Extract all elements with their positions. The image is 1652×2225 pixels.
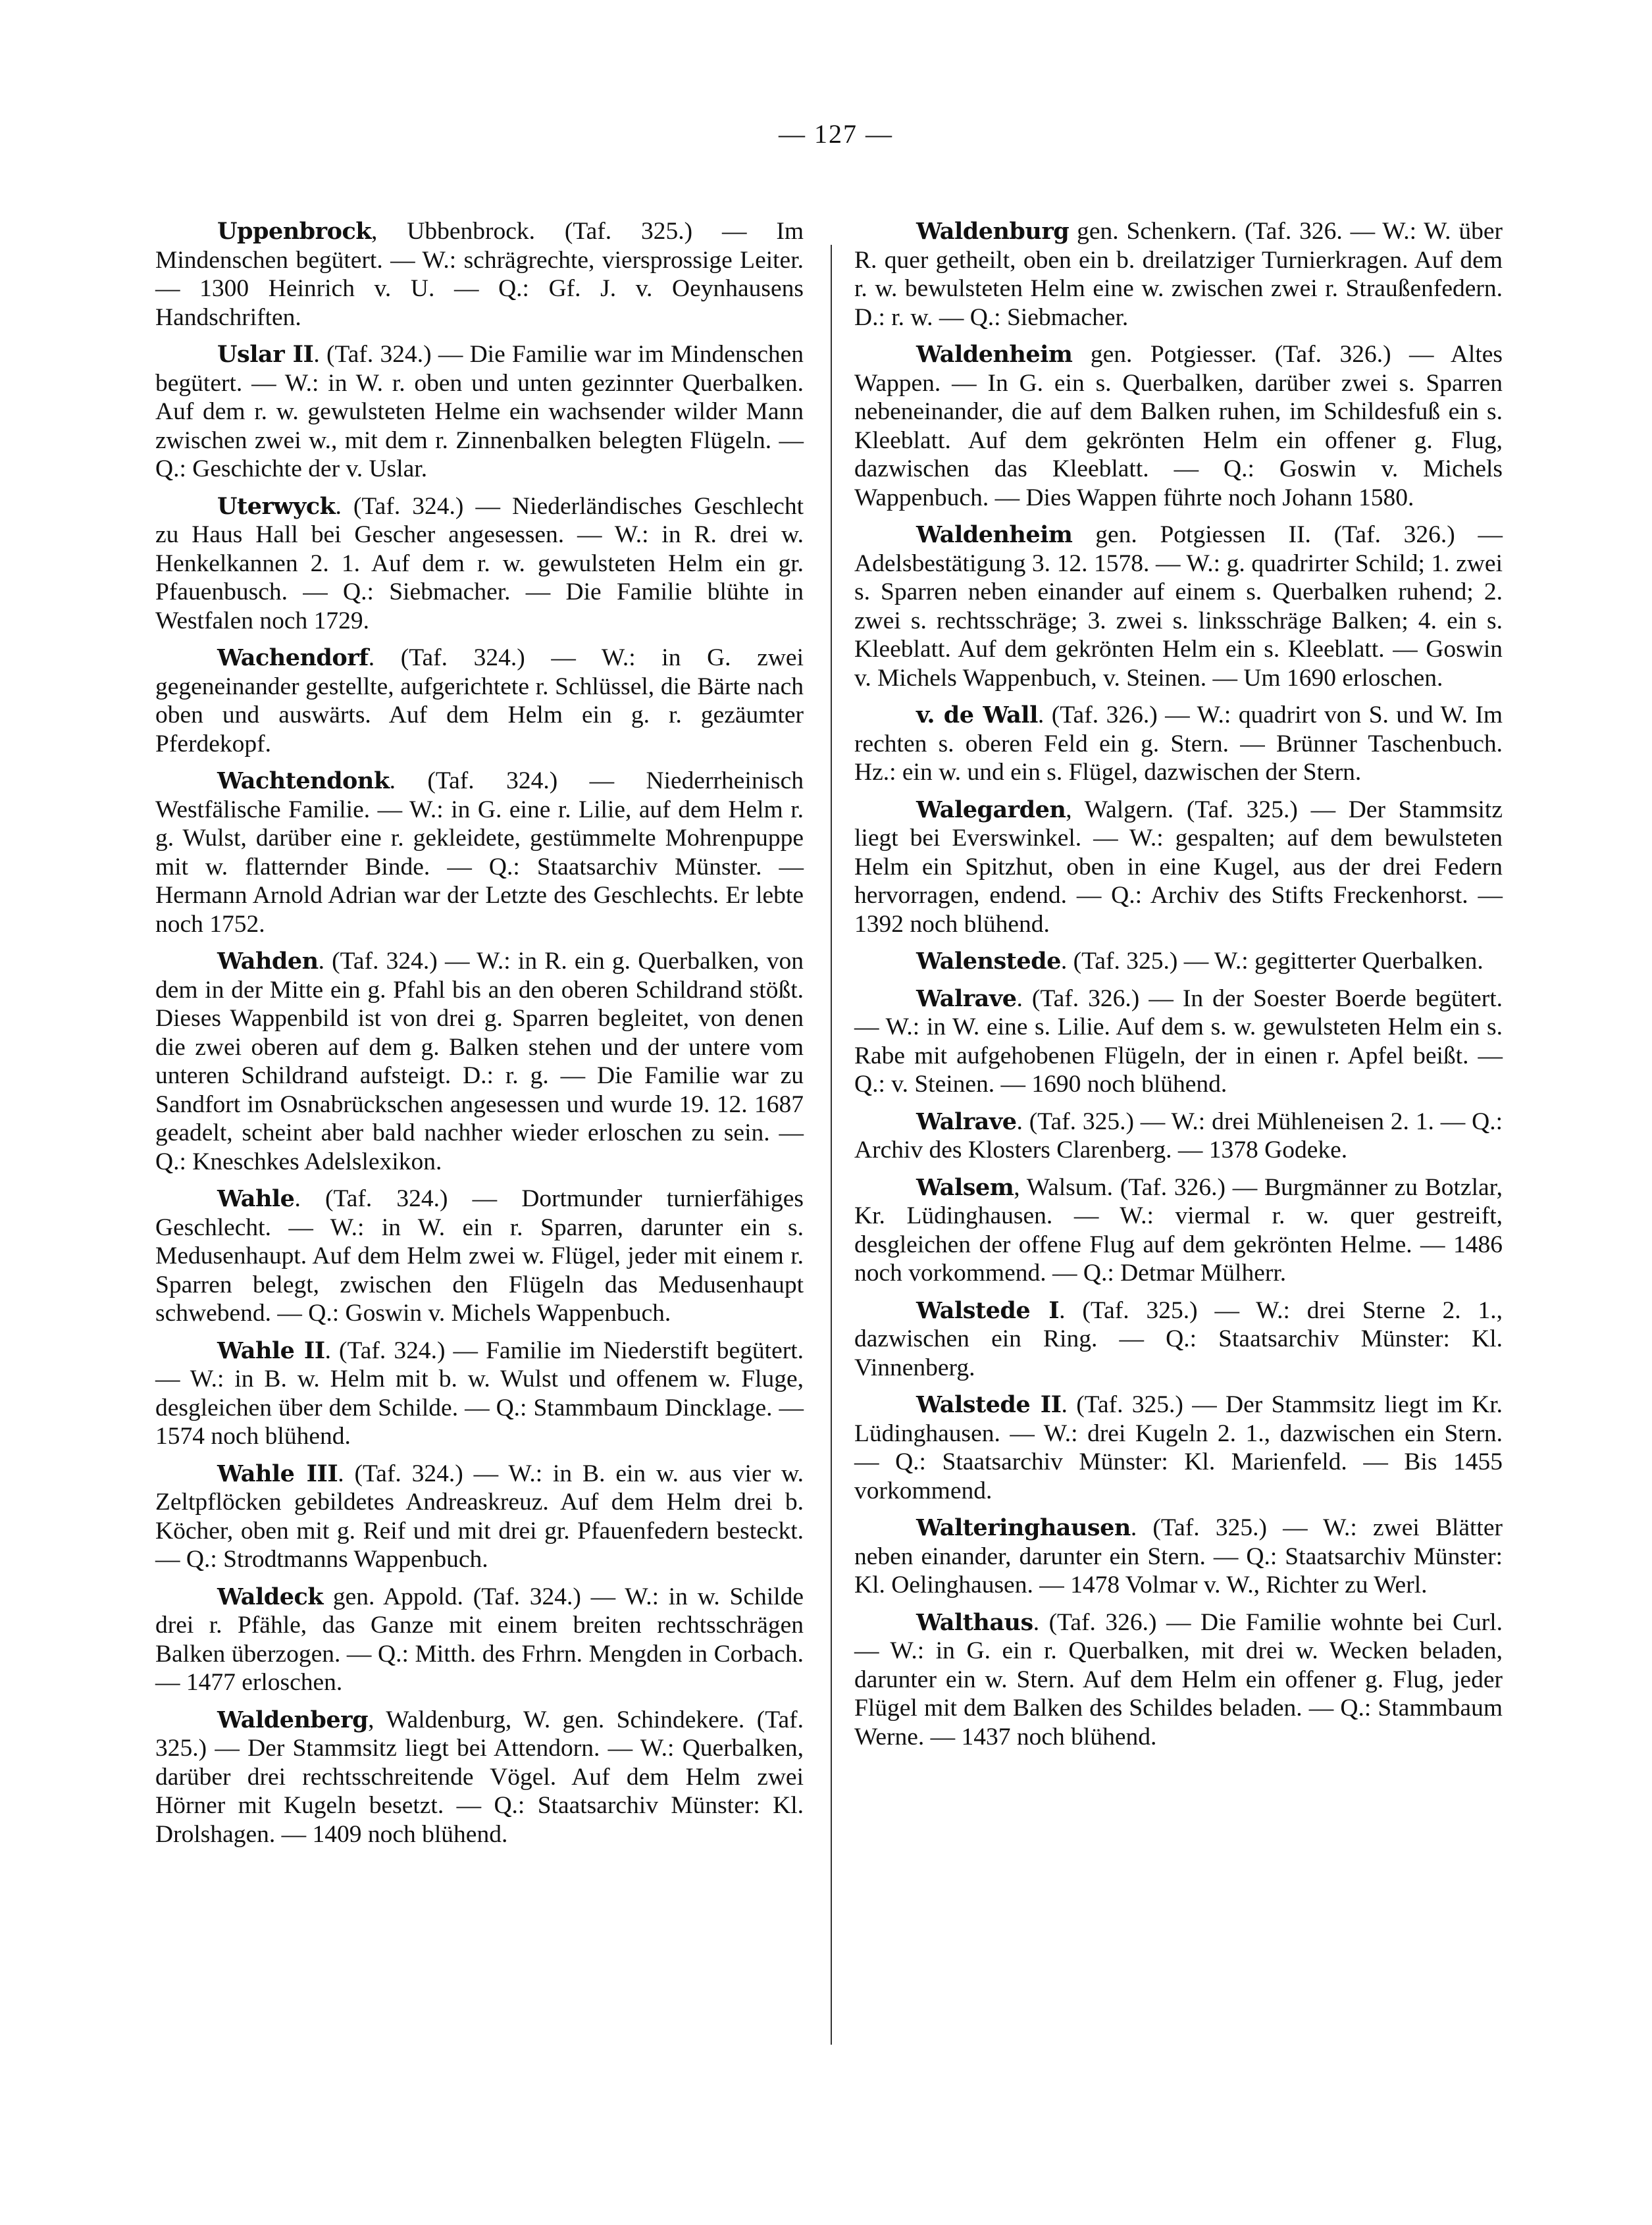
lexicon-entry	[155, 1583, 804, 1697]
entry-name: Wahle	[217, 1185, 295, 1212]
entry-name: Wachtendonk	[217, 767, 390, 794]
entry-text: . (Taf. 324.) — W.: in B. ein w. aus vier w. Zeltpflöcken gebildetes Andreaskreuz. Auf dem Helm drei b. Köcher, oben mit g. Reif und mit drei gr. Pfauenfedern besteckt. — Q.: Strodtmanns Wappenbuch.	[155, 1460, 804, 1573]
entry-text: . (Taf. 325.) — W.: drei Mühleneisen 2. 1. — Q.: Archiv des Klosters Clarenberg. — 1378 Godeke.	[854, 1108, 1503, 1164]
entry-text: . (Taf. 325.) — W.: gegitterter Querbalken.	[1060, 948, 1484, 975]
entry-text: . (Taf. 324.) — Dortmunder turnierfähiges Geschlecht. — W.: in W. ein r. Sparren, darunter ein s. Medusenhaupt. Auf dem Helm zwei w. Flügel, jeder mit einem r. Sparren belegt, zwischen den Flügeln das Medusenhaupt schwebend. — Q.: Goswin v. Michels Wappenbuch.	[155, 1185, 804, 1327]
entry-text: , Walgern. (Taf. 325.) — Der Stammsitz liegt bei Everswinkel. — W.: gespalten; auf dem bewulsteten Helm ein Spitzhut, oben in eine Kugel, aus der drei Federn hervorragen, endend. — Q.: Archiv des Stifts Freckenhorst. — 1392 noch blühend.	[854, 796, 1503, 938]
lexicon-entry	[854, 1391, 1503, 1505]
entry-text: . (Taf. 324.) — W.: in R. ein g. Querbalken, von dem in der Mitte ein g. Pfahl bis an den oberen Schildrand stößt. Dieses Wappenbild ist von drei g. Sparren begleitet, von denen die zwei oberen auf dem g. Balken stehen und der untere vom unteren Schildrand aufsteigt. D.: r. g. — Die Familie war zu Sandfort im Osnabrückschen angesessen und wurde 19. 12. 1687 geadelt, scheint aber bald nachher wieder erloschen zu sein. — Q.: Kneschkes Adelslexikon.	[155, 948, 804, 1175]
lexicon-entry	[155, 1706, 804, 1849]
entry-text: , Ubbenbrock. (Taf. 325.) — Im Mindenschen begütert. — W.: schrägrechte, viersprossige Leiter. — 1300 Heinrich v. U. — Q.: Gf. J. v. Oeynhausens Handschriften.	[155, 218, 804, 331]
entry-name: v. de Wall	[916, 702, 1038, 729]
entry-text: gen. Potgiesser. (Taf. 326.) — Altes Wappen. — In G. ein s. Querbalken, darüber zwei s. Sparren nebeneinander, die auf dem Balken ruhen, im Schildesfuß ein s. Kleeblatt. Auf dem gekrönten Helm ein offener g. Flug, dazwischen das Kleeblatt. — Q.: Goswin v. Michels Wappenbuch. — Dies Wappen führte noch Johann 1580.	[854, 341, 1503, 511]
entry-name: Uppenbrock	[217, 218, 372, 245]
entry-text: gen. Appold. (Taf. 324.) — W.: in w. Schilde drei r. Pfähle, das Ganze mit einem breiten rechtsschrägen Balken überzogen. — Q.: Mitth. des Frhrn. Mengden in Corbach. — 1477 erloschen.	[155, 1583, 804, 1696]
lexicon-entry	[854, 1296, 1503, 1383]
entry-name: Walstede II	[916, 1391, 1062, 1418]
entry-text: . (Taf. 324.) — Familie im Niederstift begütert. — W.: in B. w. Helm mit b. w. Wulst und offenem w. Fluge, desgleichen über dem Schilde. — Q.: Stammbaum Dincklage. — 1574 noch blühend.	[155, 1337, 804, 1450]
entry-name: Wahden	[217, 948, 319, 975]
entry-text: , Walsum. (Taf. 326.) — Burgmänner zu Botzlar, Kr. Lüdinghausen. — W.: viermal r. w. quer gestreift, desgleichen der offene Flug auf dem gekrönten Helme. — 1486 noch vorkommend. — Q.: Detmar Mülherr.	[854, 1173, 1503, 1287]
lexicon-entry	[854, 796, 1503, 939]
lexicon-entry	[854, 947, 1503, 976]
entry-text: . (Taf. 325.) — W.: zwei Blätter neben einander, darunter ein Stern. — Q.: Staatsarchiv Münster: Kl. Oelinghausen. — 1478 Volmar v. W., Richter zu Werl.	[854, 1514, 1503, 1598]
lexicon-entry	[854, 1514, 1503, 1600]
lexicon-entry	[854, 217, 1503, 332]
entry-name: Walsem	[916, 1173, 1014, 1201]
entry-text: , Waldenburg, W. gen. Schindekere. (Taf. 325.) — Der Stammsitz liegt bei Attendorn. — W.: Querbalken, darüber drei rechtsschreitende Vögel. Auf dem Helm zwei Hörner mit Kugeln besetzt. — Q.: Staatsarchiv Münster: Kl. Drolshagen. — 1409 noch blühend.	[155, 1706, 804, 1848]
entry-name: Waldeck	[217, 1583, 324, 1610]
entry-text: . (Taf. 324.) — Die Familie war im Mindenschen begütert. — W.: in W. r. oben und unten gezinnter Querbalken. Auf dem r. w. gewulsteten Helme ein wachsender wilder Mann zwischen zwei w., mit dem r. Zinnenbalken belegten Flügeln. — Q.: Geschichte der v. Uslar.	[155, 341, 804, 482]
entry-text: . (Taf. 326.) — In der Soester Boerde begütert. — W.: in W. eine s. Lilie. Auf dem s. w. gewulsteten Helm ein s. Rabe mit aufgehobenen Flügeln, der in einen r. Apfel beißt. — Q.: v. Steinen. — 1690 noch blühend.	[854, 985, 1503, 1098]
entry-name: Waldenheim	[916, 521, 1073, 548]
lexicon-entry	[854, 985, 1503, 1099]
left-column	[155, 217, 804, 1857]
entry-name: Walthaus	[916, 1608, 1033, 1636]
lexicon-entry	[854, 521, 1503, 692]
entry-text: . (Taf. 324.) — Niederländisches Geschlecht zu Haus Hall bei Gescher angesessen. — W.: in R. drei w. Henkelkannen 2. 1. Auf dem r. w. gewulsteten Helm ein gr. Pfauenbusch. — Q.: Siebmacher. — Die Familie blühte in Westfalen noch 1729.	[155, 492, 804, 634]
lexicon-entry	[854, 1173, 1503, 1288]
column-divider	[831, 245, 832, 2045]
lexicon-entry	[854, 340, 1503, 512]
entry-name: Walrave	[916, 1108, 1017, 1135]
entry-name: Uterwyck	[217, 492, 336, 520]
entry-text: . (Taf. 325.) — W.: drei Sterne 2. 1., dazwischen ein Ring. — Q.: Staatsarchiv Münster: Kl. Vinnenberg.	[854, 1296, 1503, 1381]
lexicon-entry	[155, 767, 804, 938]
lexicon-entry	[155, 644, 804, 758]
lexicon-entry	[155, 947, 804, 1176]
entry-name: Walteringhausen	[916, 1514, 1131, 1541]
lexicon-entry	[155, 217, 804, 332]
entry-text: gen. Potgiessen II. (Taf. 326.) — Adelsbestätigung 3. 12. 1578. — W.: g. quadrirter Schild; 1. zwei s. Sparren neben einander auf einem s. Querbalken ruhend; 2. zwei s. rechtsschräge; 3. zwei s. linksschräge Balken; 4. ein s. Kleeblatt. Auf dem gekrönten Helm ein s. Kleeblatt. — Goswin v. Michels Wappenbuch, v. Steinen. — Um 1690 erloschen.	[854, 521, 1503, 692]
entry-name: Waldenberg	[217, 1706, 369, 1733]
entry-text: . (Taf. 326.) — W.: quadrirt von S. und W. Im rechten s. oberen Feld ein g. Stern. — Brünner Taschenbuch. Hz.: ein w. und ein s. Flügel, dazwischen der Stern.	[854, 702, 1503, 786]
entry-name: Uslar II	[217, 341, 314, 368]
lexicon-entry	[854, 701, 1503, 787]
entry-name: Wachendorf	[217, 644, 369, 671]
lexicon-entry	[155, 1337, 804, 1451]
entry-name: Walstede I	[916, 1296, 1060, 1324]
lexicon-entry	[155, 1460, 804, 1574]
lexicon-entry	[854, 1108, 1503, 1165]
page-number: — 127 —	[779, 119, 893, 149]
entry-name: Walrave	[916, 985, 1017, 1012]
entry-text: . (Taf. 324.) — W.: in G. zwei gegeneinander gestellte, aufgerichtete r. Schlüssel, die Bärte nach oben und auswärts. Auf dem Helm ein g. r. gezäumter Pferdekopf.	[155, 644, 804, 757]
entry-name: Wahle II	[217, 1337, 325, 1364]
entry-text: . (Taf. 324.) — Niederrheinisch Westfälische Familie. — W.: in G. eine r. Lilie, auf dem Helm r. g. Wulst, darüber eine r. gekleidete, gestümmelte Mohrenpuppe mit w. flatternder Binde. — Q.: Staatsarchiv Münster. — Hermann Arnold Adrian war der Letzte des Geschlechts. Er lebte noch 1752.	[155, 767, 804, 938]
entry-name: Waldenheim	[916, 341, 1073, 368]
entry-text: . (Taf. 326.) — Die Familie wohnte bei Curl. — W.: in G. ein r. Querbalken, mit drei w. Wecken beladen, darunter ein w. Stern. Auf dem Helm ein offener g. Flug, jeder Flügel mit dem Balken des Schildes beladen. — Q.: Stammbaum Werne. — 1437 noch blühend.	[854, 1608, 1503, 1751]
entry-text: . (Taf. 325.) — Der Stammsitz liegt im Kr. Lüdinghausen. — W.: drei Kugeln 2. 1., dazwischen ein Stern. — Q.: Staatsarchiv Münster: Kl. Marienfeld. — Bis 1455 vorkommend.	[854, 1391, 1503, 1504]
right-column	[854, 217, 1503, 1760]
entry-name: Walegarden	[916, 796, 1066, 823]
lexicon-entry	[854, 1608, 1503, 1752]
lexicon-entry	[155, 1185, 804, 1328]
lexicon-entry	[155, 492, 804, 636]
entry-name: Waldenburg	[916, 218, 1070, 245]
entry-text: gen. Schenkern. (Taf. 326. — W.: W. über R. quer getheilt, oben ein b. dreilatziger Turnierkragen. Auf dem r. w. bewulsteten Helm eine w. zwischen zwei r. Straußenfedern. D.: r. w. — Q.: Siebmacher.	[854, 218, 1503, 331]
lexicon-entry	[155, 340, 804, 484]
entry-name: Walenstede	[916, 948, 1061, 975]
entry-name: Wahle III	[217, 1460, 338, 1487]
